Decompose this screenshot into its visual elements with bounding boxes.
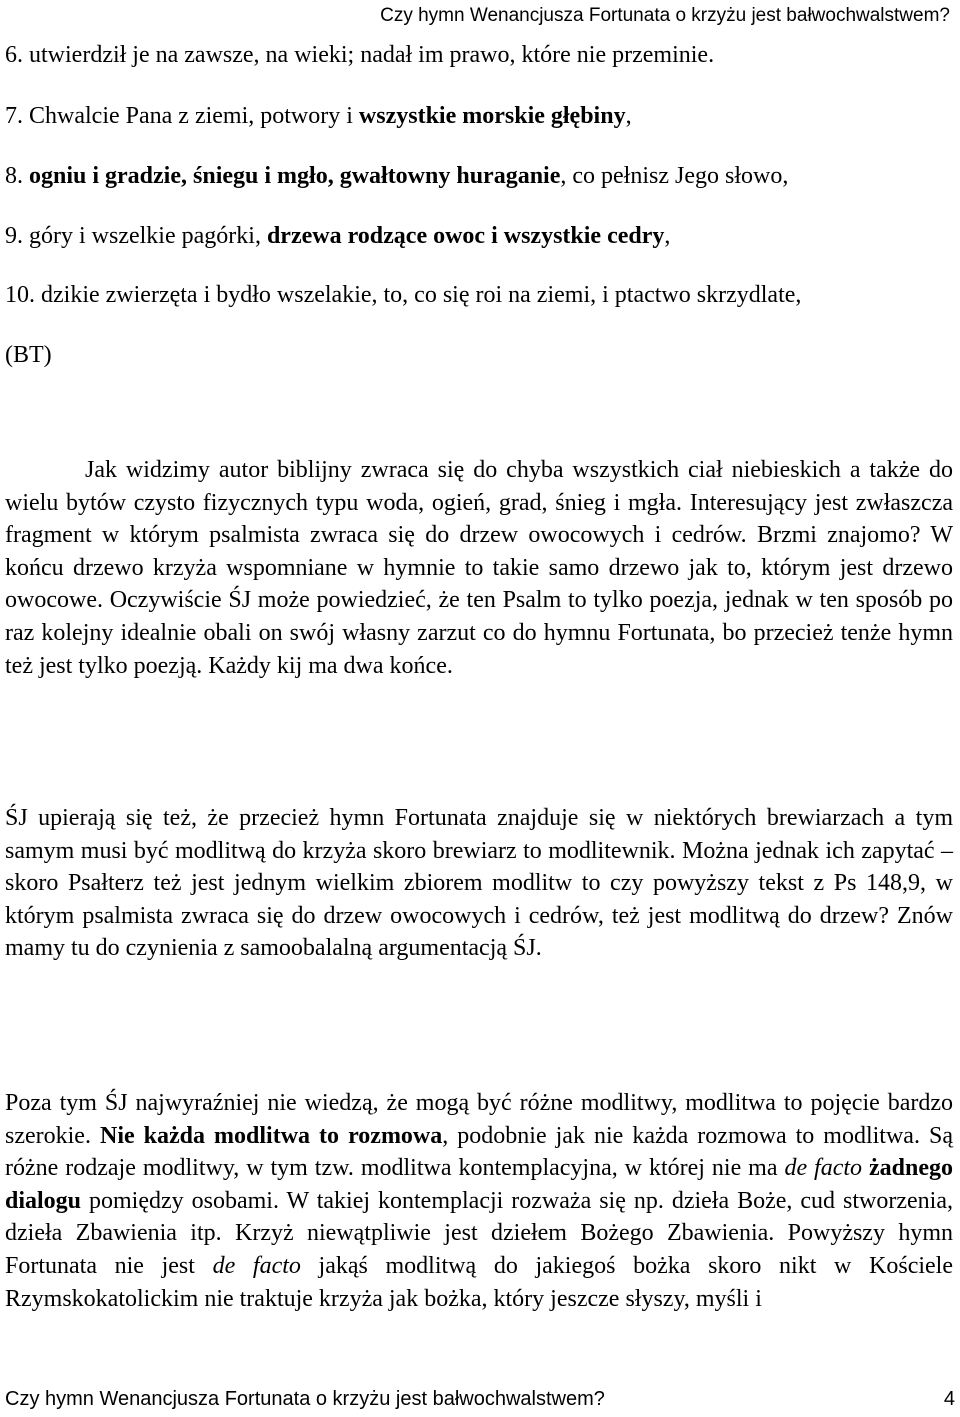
- p3-bold-1: Nie każda modlitwa to rozmowa: [99, 1122, 443, 1149]
- page-footer: [5, 1386, 955, 1412]
- verse-10: 10. dzikie zwierzęta i bydło wszelakie, to, co się roi na ziemi, i ptactwo skrzydlate,: [5, 282, 802, 308]
- verse-7-comma: ,: [625, 103, 632, 129]
- verse-9-text: 9. góry i wszelkie pagórki,: [5, 223, 267, 249]
- verse-8: [5, 161, 788, 191]
- p3-text-1: Poza tym ŚJ najwyraźniej nie wiedzą, że mogą być różne modlitwy, modlitwa to pojęcie bardzo szerokie.: [5, 1090, 953, 1149]
- p3-italic-1: de facto: [784, 1155, 863, 1182]
- verse-6: 6. utwierdził je na zawsze, na wieki; nadał im prawo, które nie przeminie.: [5, 42, 715, 68]
- paragraph-2: ŚJ upierają się też, że przecież hymn Fortunata znajduje się w niektórych brewiarzach a tym samym musi być modlitwą do krzyża skoro brewiarz to modlitewnik. Można jednak ich zapytać – skoro Psałterz też jest jednym wielkim zbiorem modlitw to czy powyższy tekst z Ps 148,9, w którym psalmista zwraca się do drzew owocowych i cedrów, też jest modlitwą do drzew? Znów mamy tu do czynienia z samoobalalną argumentacją ŚJ.: [5, 805, 953, 962]
- p3-text-4: pomiędzy osobami. W takiej kontemplacji rozważa się np. dzieła Boże, cud stworzenia, dzieła Zbawienia itp. Krzyż niewątpliwie jest dziełem Bożego Zbawienia. Powyższy hymn Fortunata nie jest: [5, 1187, 953, 1279]
- verse-9: [5, 221, 670, 251]
- verse-9-emphasis: drzewa rodzące owoc i wszystkie cedry: [266, 223, 665, 249]
- verse-8-number: 8.: [5, 163, 29, 189]
- p3-text-5: jakąś modlitwą do jakiegoś bożka skoro nikt w Kościele Rzymskokatolickim nie traktuje krzyża jak bożka, który jeszcze słyszy, myśli i: [5, 1252, 953, 1312]
- p3-bold-2: żadnego dialogu: [5, 1155, 953, 1214]
- footer-title: Czy hymn Wenancjusza Fortunata o krzyżu jest bałwochwalstwem?: [5, 1388, 605, 1410]
- paragraph-3: [5, 1087, 953, 1315]
- verse-8-text: , co pełnisz Jego słowo,: [560, 163, 789, 189]
- paragraph-1: Jak widzimy autor biblijny zwraca się do chyba wszystkich ciał niebieskich a także do wielu bytów czysto fizycznych typu woda, ogień, grad, śnieg i mgła. Interesujący jest zwłaszcza fragment w którym psalmista zwraca się do drzew owocowych i cedrów. Brzmi znajomo? W końcu drzewo krzyża wspomniane w hymnie to takie samo drzewo jak to, którym jest drzewo owocowe. Oczywiście ŚJ może powiedzieć, że ten Psalm to tylko poezja, jednak w ten sposób po raz kolejny idealnie obali on swój własny zarzut co do hymnu Fortunata, bo przecież tenże hymn też jest tylko poezją. Każdy kij ma dwa końce.: [5, 457, 953, 679]
- verse-8-emphasis: ogniu i gradzie, śniegu i mgło, gwałtowny huraganie: [29, 163, 561, 189]
- verse-7-emphasis: wszystkie morskie głębiny: [358, 103, 626, 129]
- running-header: Czy hymn Wenancjusza Fortunata o krzyżu jest bałwochwalstwem?: [380, 5, 950, 26]
- verse-7-text: 7. Chwalcie Pana z ziemi, potwory i: [5, 103, 359, 129]
- verse-9-comma: ,: [664, 223, 671, 249]
- verse-7: [5, 101, 632, 131]
- verse-source: (BT): [5, 342, 52, 368]
- page-number: 4: [943, 1388, 955, 1410]
- p3-text-2: , podobnie jak nie każda rozmowa to modlitwa. Są różne rodzaje modlitwy, w tym tzw. modlitwa kontemplacyjna, w której nie ma: [5, 1122, 953, 1182]
- p3-italic-2: de facto: [212, 1252, 301, 1279]
- p3-space: [862, 1155, 869, 1181]
